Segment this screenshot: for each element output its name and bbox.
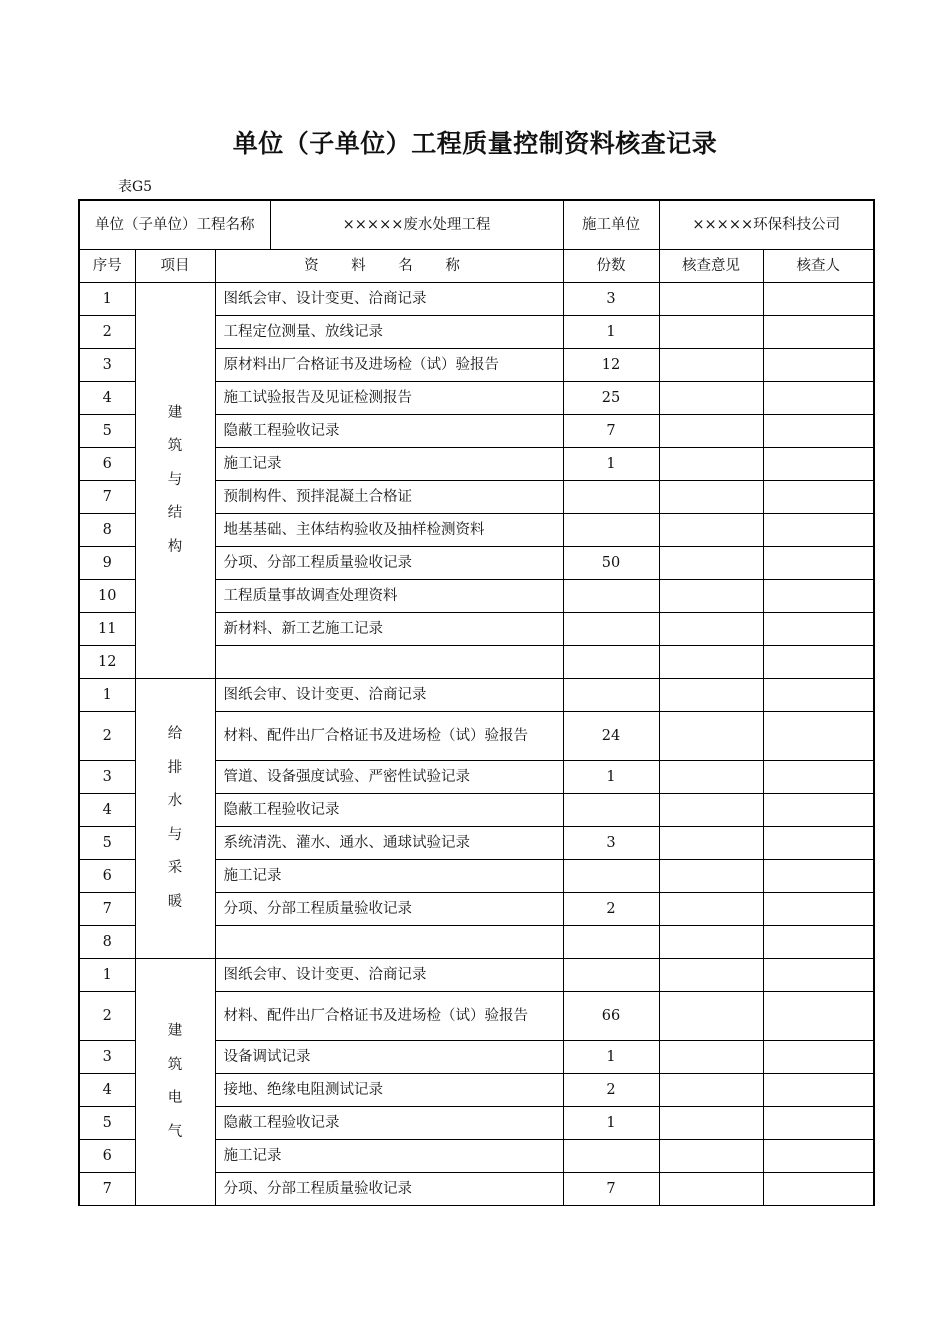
- row-document-name: 设备调试记录: [215, 1041, 563, 1074]
- row-copies: 1: [563, 448, 659, 481]
- page-title: 单位（子单位）工程质量控制资料核查记录: [232, 129, 718, 158]
- row-document-name: 地基基础、主体结构验收及抽样检测资料: [215, 514, 563, 547]
- project-name-value: ×××××废水处理工程: [270, 200, 563, 250]
- row-checker: [763, 481, 874, 514]
- row-opinion: [659, 613, 763, 646]
- row-checker: [763, 613, 874, 646]
- table-row: [79, 959, 874, 992]
- section-name-char: 建: [167, 1023, 183, 1039]
- section-name: [135, 679, 215, 959]
- row-seq: 2: [79, 316, 135, 349]
- row-copies: 24: [563, 712, 659, 761]
- row-document-name: 原材料出厂合格证书及进场检（试）验报告: [215, 349, 563, 382]
- row-checker: [763, 316, 874, 349]
- row-document-name: [215, 926, 563, 959]
- row-seq: 1: [79, 959, 135, 992]
- row-seq: 3: [79, 761, 135, 794]
- row-document-name: 隐蔽工程验收记录: [215, 794, 563, 827]
- row-document-name: 预制构件、预拌混凝土合格证: [215, 481, 563, 514]
- section-name-char: 与: [167, 826, 183, 843]
- row-checker: [763, 860, 874, 893]
- row-checker: [763, 794, 874, 827]
- table-row: [79, 283, 874, 316]
- row-checker: [763, 1107, 874, 1140]
- section-name-char: 筑: [167, 1056, 183, 1073]
- col-item: 项目: [135, 250, 215, 283]
- row-copies: 3: [563, 283, 659, 316]
- row-checker: [763, 679, 874, 712]
- row-seq: 8: [79, 926, 135, 959]
- row-copies: [563, 580, 659, 613]
- row-document-name: [215, 646, 563, 679]
- row-opinion: [659, 415, 763, 448]
- row-document-name: 分项、分部工程质量验收记录: [215, 893, 563, 926]
- row-opinion: [659, 283, 763, 316]
- section-name-char: 建: [167, 404, 183, 421]
- section-name: [135, 959, 215, 1206]
- row-copies: [563, 514, 659, 547]
- row-copies: [563, 860, 659, 893]
- row-checker: [763, 580, 874, 613]
- row-copies: 50: [563, 547, 659, 580]
- row-seq: 6: [79, 1140, 135, 1173]
- section-name-char: 构: [167, 538, 183, 555]
- row-document-name: 工程质量事故调查处理资料: [215, 580, 563, 613]
- col-opinion: 核查意见: [659, 250, 763, 283]
- row-copies: 2: [563, 893, 659, 926]
- col-checker: 核查人: [763, 250, 874, 283]
- row-seq: 12: [79, 646, 135, 679]
- row-copies: 1: [563, 316, 659, 349]
- row-opinion: [659, 794, 763, 827]
- row-copies: 2: [563, 1074, 659, 1107]
- row-opinion: [659, 514, 763, 547]
- row-checker: [763, 349, 874, 382]
- row-seq: 5: [79, 1107, 135, 1140]
- row-seq: 7: [79, 481, 135, 514]
- row-seq: 2: [79, 992, 135, 1041]
- row-opinion: [659, 893, 763, 926]
- col-copies: 份数: [563, 250, 659, 283]
- row-document-name: 施工记录: [215, 448, 563, 481]
- row-opinion: [659, 448, 763, 481]
- row-seq: 1: [79, 679, 135, 712]
- row-opinion: [659, 992, 763, 1041]
- row-opinion: [659, 926, 763, 959]
- row-opinion: [659, 959, 763, 992]
- quality-control-table: [78, 199, 875, 1206]
- row-seq: 4: [79, 382, 135, 415]
- row-copies: [563, 959, 659, 992]
- row-opinion: [659, 1107, 763, 1140]
- row-seq: 4: [79, 1074, 135, 1107]
- row-copies: 3: [563, 827, 659, 860]
- row-document-name: 施工记录: [215, 860, 563, 893]
- row-seq: 5: [79, 415, 135, 448]
- row-copies: [563, 794, 659, 827]
- row-document-name: 材料、配件出厂合格证书及进场检（试）验报告: [215, 712, 563, 761]
- row-document-name: 工程定位测量、放线记录: [215, 316, 563, 349]
- row-checker: [763, 448, 874, 481]
- row-checker: [763, 646, 874, 679]
- row-opinion: [659, 1140, 763, 1173]
- row-copies: [563, 481, 659, 514]
- row-copies: 1: [563, 1107, 659, 1140]
- row-checker: [763, 382, 874, 415]
- row-seq: 5: [79, 827, 135, 860]
- section-name-char: 电: [167, 1090, 183, 1106]
- row-seq: 2: [79, 712, 135, 761]
- table-row: [79, 679, 874, 712]
- row-checker: [763, 959, 874, 992]
- section-name-char: 筑: [167, 438, 183, 455]
- row-opinion: [659, 1173, 763, 1206]
- row-seq: 6: [79, 860, 135, 893]
- row-opinion: [659, 316, 763, 349]
- row-copies: [563, 613, 659, 646]
- section-name-char: 给: [167, 726, 183, 742]
- row-copies: 66: [563, 992, 659, 1041]
- row-copies: [563, 679, 659, 712]
- section-name-char: 排: [167, 759, 183, 776]
- row-opinion: [659, 712, 763, 761]
- row-seq: 6: [79, 448, 135, 481]
- row-checker: [763, 1140, 874, 1173]
- row-copies: 1: [563, 1041, 659, 1074]
- row-seq: 3: [79, 349, 135, 382]
- row-opinion: [659, 1041, 763, 1074]
- row-document-name: 接地、绝缘电阻测试记录: [215, 1074, 563, 1107]
- row-opinion: [659, 481, 763, 514]
- row-checker: [763, 283, 874, 316]
- row-document-name: 图纸会审、设计变更、洽商记录: [215, 283, 563, 316]
- row-document-name: 施工试验报告及见证检测报告: [215, 382, 563, 415]
- row-opinion: [659, 547, 763, 580]
- section-name: [135, 283, 215, 679]
- row-document-name: 图纸会审、设计变更、洽商记录: [215, 959, 563, 992]
- row-opinion: [659, 382, 763, 415]
- row-document-name: 管道、设备强度试验、严密性试验记录: [215, 761, 563, 794]
- row-document-name: 新材料、新工艺施工记录: [215, 613, 563, 646]
- row-copies: 7: [563, 415, 659, 448]
- contractor-label: 施工单位: [563, 200, 659, 250]
- row-copies: [563, 926, 659, 959]
- row-document-name: 分项、分部工程质量验收记录: [215, 547, 563, 580]
- row-seq: 10: [79, 580, 135, 613]
- row-opinion: [659, 827, 763, 860]
- section-name-char: 采: [167, 860, 183, 876]
- row-opinion: [659, 1074, 763, 1107]
- row-seq: 1: [79, 283, 135, 316]
- row-document-name: 隐蔽工程验收记录: [215, 415, 563, 448]
- row-opinion: [659, 860, 763, 893]
- section-name-char: 暖: [167, 893, 183, 910]
- row-checker: [763, 1041, 874, 1074]
- row-opinion: [659, 761, 763, 794]
- row-document-name: 材料、配件出厂合格证书及进场检（试）验报告: [215, 992, 563, 1041]
- row-copies: [563, 646, 659, 679]
- row-seq: 9: [79, 547, 135, 580]
- row-opinion: [659, 646, 763, 679]
- row-checker: [763, 761, 874, 794]
- row-checker: [763, 893, 874, 926]
- header-row: [79, 200, 874, 250]
- row-document-name: 分项、分部工程质量验收记录: [215, 1173, 563, 1206]
- row-checker: [763, 992, 874, 1041]
- row-checker: [763, 712, 874, 761]
- row-checker: [763, 827, 874, 860]
- section-name-char: 水: [167, 793, 183, 809]
- row-copies: 25: [563, 382, 659, 415]
- row-copies: 1: [563, 761, 659, 794]
- project-name-label: 单位（子单位）工程名称: [79, 200, 270, 250]
- row-checker: [763, 415, 874, 448]
- section-name-char: 气: [167, 1123, 183, 1140]
- column-header-row: [79, 250, 874, 283]
- col-seq: 序号: [79, 250, 135, 283]
- col-doc: 资 料 名 称: [215, 250, 563, 283]
- row-copies: 7: [563, 1173, 659, 1206]
- row-checker: [763, 514, 874, 547]
- row-seq: 11: [79, 613, 135, 646]
- row-seq: 3: [79, 1041, 135, 1074]
- row-opinion: [659, 580, 763, 613]
- row-document-name: 系统清洗、灌水、通水、通球试验记录: [215, 827, 563, 860]
- contractor-value: ×××××环保科技公司: [659, 200, 874, 250]
- row-seq: 8: [79, 514, 135, 547]
- row-seq: 7: [79, 893, 135, 926]
- row-seq: 4: [79, 794, 135, 827]
- table-number: 表G5: [118, 179, 153, 195]
- row-document-name: 图纸会审、设计变更、洽商记录: [215, 679, 563, 712]
- row-document-name: 隐蔽工程验收记录: [215, 1107, 563, 1140]
- section-name-char: 与: [167, 471, 183, 488]
- row-checker: [763, 1074, 874, 1107]
- row-document-name: 施工记录: [215, 1140, 563, 1173]
- row-opinion: [659, 679, 763, 712]
- row-checker: [763, 1173, 874, 1206]
- row-copies: [563, 1140, 659, 1173]
- row-opinion: [659, 349, 763, 382]
- section-name-char: 结: [167, 505, 183, 522]
- row-seq: 7: [79, 1173, 135, 1206]
- row-copies: 12: [563, 349, 659, 382]
- row-checker: [763, 926, 874, 959]
- row-checker: [763, 547, 874, 580]
